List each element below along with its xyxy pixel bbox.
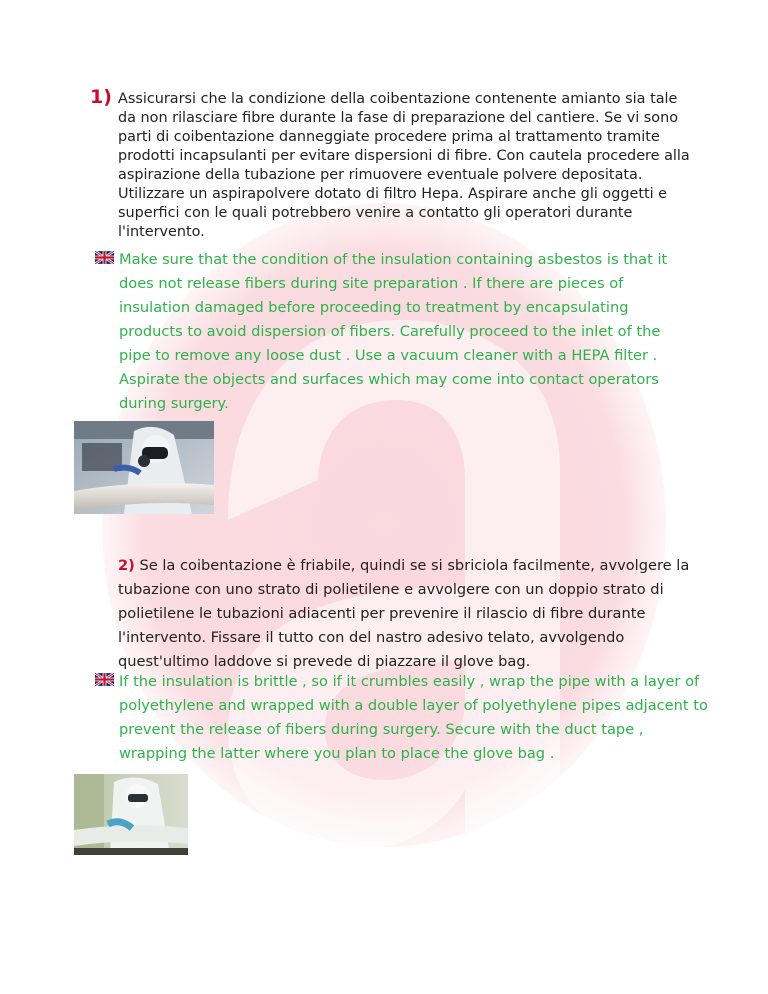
uk-flag-icon — [95, 673, 114, 686]
section-2-number: 2) — [118, 557, 135, 574]
section-1-number: 1) — [90, 86, 112, 108]
section-2-english-text: If the insulation is brittle , so if it crumbles easily , wrap the pipe with a layer of polyethylene and wrapped with a double layer of polyethylene pipes adjacent to prevent the release of fibers during surgery. Secure with the duct tape , wrapping the latter where you plan to place the glove bag . — [119, 673, 708, 762]
section-1-italian-text: Assicurarsi che la condizione della coibentazione contenente amianto sia tale da non rilasciare fibre durante la fase di preparazione del cantiere. Se vi sono parti di coibentazione danneggiate procedere prima al trattamento tramite prodotti incapsulanti per evitare dispersioni di fibre. Con cautela procedere alla aspirazione della tubazione per rimuovere eventuale polvere depositata. Utilizzare un aspirapolvere dotato di filtro Hepa. Aspirare anche gli oggetti e superfici con le quali potrebbero venire a contatto gli operatori durante l'intervento. — [118, 91, 690, 240]
section-2-italian-body: Se la coibentazione è friabile, quindi se si sbriciola facilmente, avvolgere la tubazione con uno strato di polietilene e avvolgere con un doppio strato di polietilene le tubazioni adiacenti per prevenire il rilascio di fibre durante l'intervento. Fissare il tutto con del nastro adesivo telato, avvolgendo quest'ultimo laddove si prevede di piazzare il glove bag. — [118, 557, 690, 670]
asbestos-worker-photo-1 — [74, 421, 214, 514]
section-1-english-text: Make sure that the condition of the insulation containing asbestos is that it does not release fibers during site preparation . If there are pieces of insulation damaged before proceeding to treatment by encapsulating products to avoid dispersion of fibers. Carefully proceed to the inlet of the pipe to remove any loose dust . Use a vacuum cleaner with a HEPA filter . Aspirate the objects and surfaces which may come into contact operators during surgery. — [119, 251, 668, 412]
asbestos-worker-photo-2 — [74, 774, 188, 855]
uk-flag-icon — [95, 251, 114, 264]
section-2-italian-text — [118, 554, 708, 674]
